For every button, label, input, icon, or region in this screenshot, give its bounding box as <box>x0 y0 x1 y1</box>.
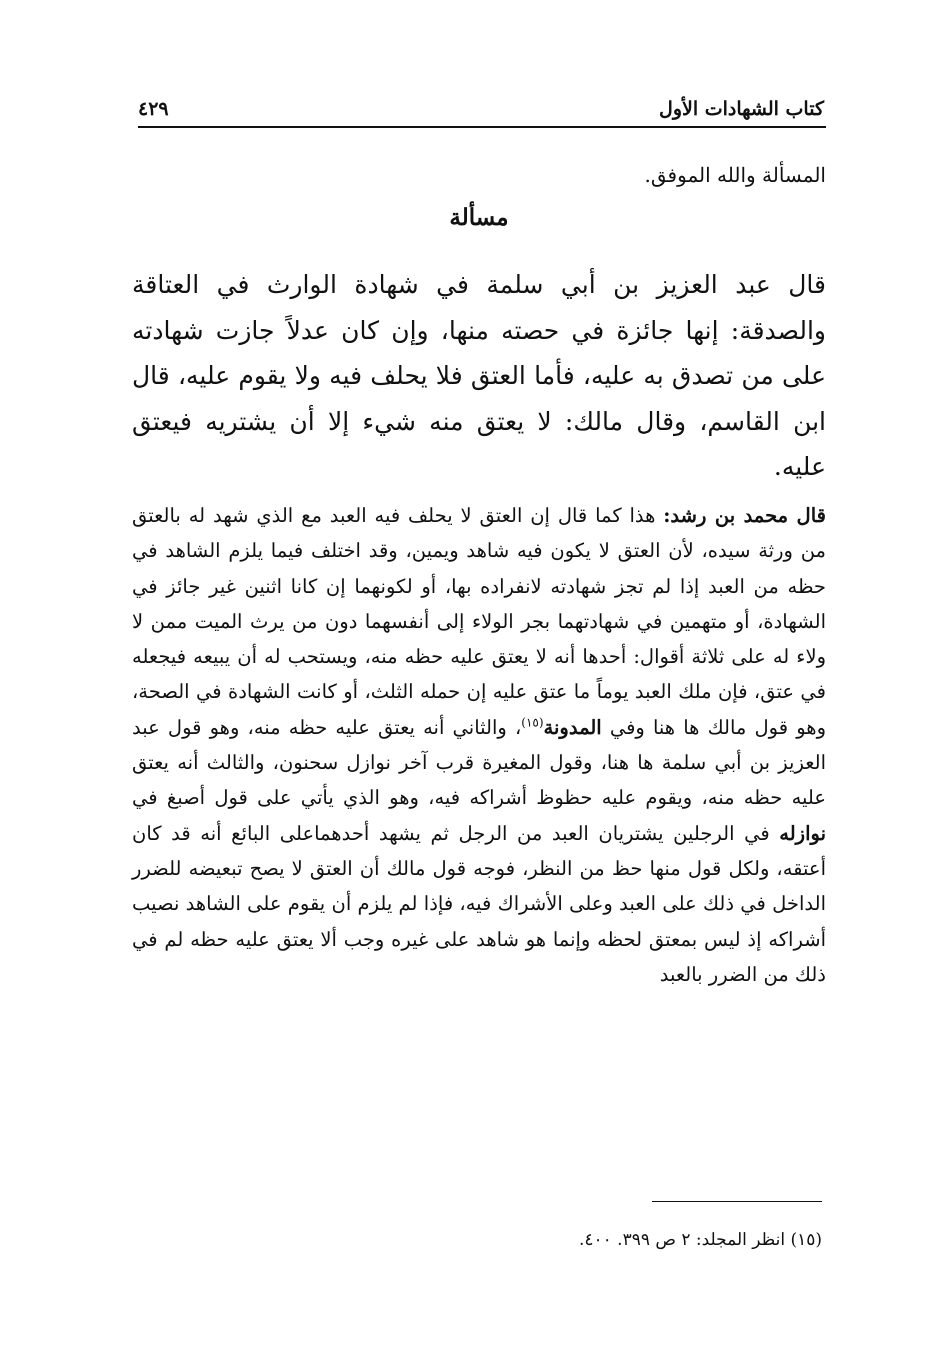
previous-section-end: المسألة والله الموفق. <box>644 163 826 187</box>
footnote-marker[interactable]: (١٥) <box>521 715 544 730</box>
running-header <box>138 96 824 128</box>
page-number: ٤٢٩ <box>138 98 169 120</box>
mudawwana-reference: المدونة <box>543 715 602 739</box>
commentary-text-3: في الرجلين يشتريان العبد من الرجل ثم يشهد أحدهماعلى البائع أنه قد كان أعتقه، ولكل قول منها حظ من النظر، فوجه قول مالك أن العتق لا يصح تبعيضه للضرر الداخل في ذلك على العبد وعلى الأشراك فيه، فإذا لم يلزم أن يقوم على الشاهد نصيب أشراكه إذ ليس بمعتق لحظه وإنما هو شاهد على غيره وجب ألا يعتق عليه حظه لم في ذلك من الضرر بالعبد <box>132 821 826 986</box>
matn-paragraph: قال عبد العزيز بن أبي سلمة في شهادة الوارث في العتاقة والصدقة: إنها جائزة في حصته منها، وإن كان عدلاً جازت شهادته على من تصدق به عليه، فأما العتق فلا يحلف فيه ولا يقوم عليه، قال ابن القاسم، وقال مالك: لا يعتق منه شيء إلا أن يشتريه فيعتق عليه. <box>132 270 826 481</box>
section-heading: مسألة <box>449 204 509 231</box>
commentary-paragraph <box>132 498 826 992</box>
nawazil-reference: نوازله <box>779 821 826 845</box>
footnote: (١٥) انظر المجلد: ٢ ص ٣٩٩. ٤٠٠. <box>578 1230 822 1250</box>
commentary-text-1: هذا كما قال إن العتق لا يحلف فيه العبد مع الذي شهد له بالعتق من ورثة سيده، لأن العتق لا يكون فيه شاهد ويمين، وقد اختلف فيما يلزم الشاهد في حظه من العبد إذا لم تجز شهادته لانفراده بها، أو لكونهما إن كانا اثنين غير جائز في الشهادة، أو متهمين في شهادتهما بجر الولاء إلى أنفسهما دون من يرث الميت ممن لا ولاء له على ثلاثة أقوال: أحدها أنه لا يعتق عليه حظه منه، ويستحب له أن يبيعه فيجعله في عتق، فإن ملك العبد يوماً ما عتق عليه إن حمله الثلث، أو كانت الشهادة في الصحة، وهو قول مالك ها هنا وفي <box>132 504 826 739</box>
header-divider <box>138 126 826 128</box>
book-title: كتاب الشهادات الأول <box>659 98 824 120</box>
commentary-speaker: قال محمد بن رشد: <box>663 504 826 527</box>
footnote-divider <box>652 1201 822 1202</box>
commentary-text-2: ، والثاني أنه يعتق عليه حظه منه، وهو قول عبد العزيز بن أبي سلمة ها هنا، وقول المغيرة قرب آخر نوازل سحنون، والثالث أنه يعتق عليه حظه منه، ويقوم عليه حظوظ أشراكه فيه، وهو الذي يأتي على قول أصبغ في <box>132 715 826 810</box>
